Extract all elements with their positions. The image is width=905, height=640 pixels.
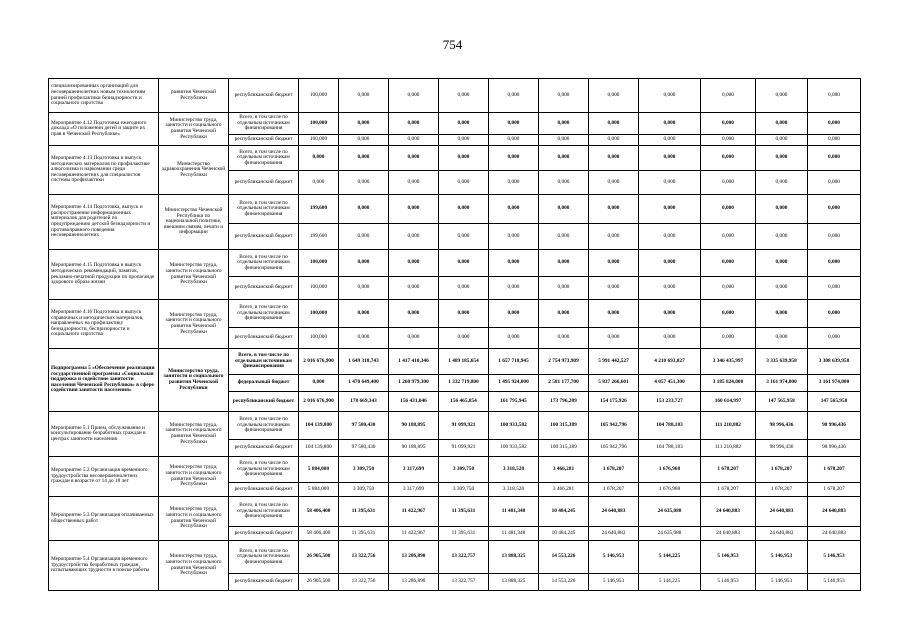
funding-source-cell: Всего, в том числе по отдельным источникам финансирования [229, 300, 299, 328]
value-cell: 0,000 [439, 250, 489, 277]
value-cell: 0,000 [808, 328, 861, 349]
executor-cell: Министерство труда, занятости и социального развития Чеченской Республики [159, 541, 229, 591]
value-cell: 58 406,400 [299, 497, 339, 527]
table-row [49, 497, 861, 527]
value-cell: 0,000 [639, 277, 701, 300]
value-cell: 0,000 [489, 224, 539, 250]
value-cell: 0,000 [756, 277, 808, 300]
executor-cell: Министерство труда, занятости и социального развития Чеченской Республики [159, 250, 229, 300]
executor-cell: Министерство труда, занятости и социального развития Чеченской Республики [159, 412, 229, 457]
value-cell: 1 260 979,300 [389, 375, 439, 392]
value-cell: 0,000 [808, 224, 861, 250]
value-cell: 0,000 [639, 195, 701, 224]
value-cell: 0,000 [339, 135, 389, 146]
value-cell: 100,000 [299, 250, 339, 277]
value-cell: 0,000 [589, 277, 639, 300]
value-cell: 2 016 676,900 [299, 392, 339, 412]
value-cell: 3 346 435,997 [701, 349, 756, 375]
value-cell: 11 395,631 [439, 497, 489, 527]
value-cell: 3 161 974,000 [808, 375, 861, 392]
funding-source-cell: Всего, в том числе по отдельным источникам финансирования [229, 497, 299, 527]
funding-source-cell: республиканский бюджет [229, 171, 299, 195]
value-cell: 1 678,207 [701, 483, 756, 497]
value-cell: 0,000 [339, 171, 389, 195]
value-cell: 0,000 [756, 300, 808, 328]
value-cell: 0,000 [489, 135, 539, 146]
value-cell: 0,000 [489, 171, 539, 195]
value-cell: 11 395,631 [339, 497, 389, 527]
value-cell: 0,000 [389, 328, 439, 349]
table-row [49, 250, 861, 277]
value-cell: 156 431,046 [389, 392, 439, 412]
activity-name-cell: Мероприятие 5.4 Организация временного трудоустройства безработных граждан, испытывающих трудности в поиске работы [49, 541, 159, 591]
value-cell: 11 422,967 [389, 527, 439, 541]
value-cell: 10 484,245 [539, 527, 589, 541]
value-cell: 199,600 [299, 195, 339, 224]
funding-source-cell: республиканский бюджет [229, 574, 299, 591]
value-cell: 0,000 [808, 135, 861, 146]
value-cell: 1 332 719,800 [439, 375, 489, 392]
value-cell: 100,000 [299, 113, 339, 135]
value-cell: 11 422,967 [389, 497, 439, 527]
value-cell: 0,000 [589, 300, 639, 328]
funding-source-cell: Всего, в том числе по отдельным источникам финансирования [229, 349, 299, 375]
value-cell: 0,000 [339, 277, 389, 300]
activity-name-cell: Мероприятие 4.12 Подготовка ежегодного доклада «О положении детей и защите их прав в Чеченской Республике» [49, 113, 159, 146]
value-cell: 5 146,953 [808, 574, 861, 591]
value-cell: 24 640,883 [701, 527, 756, 541]
value-cell: 90 188,895 [389, 440, 439, 457]
value-cell: 0,000 [299, 146, 339, 171]
value-cell: 0,000 [489, 146, 539, 171]
value-cell: 1 470 649,400 [339, 375, 389, 392]
value-cell: 154 175,926 [589, 392, 639, 412]
value-cell: 0,000 [701, 79, 756, 113]
funding-source-cell: Всего, в том числе по отдельным источникам финансирования [229, 412, 299, 440]
value-cell: 5 991 442,527 [589, 349, 639, 375]
value-cell: 0,000 [639, 79, 701, 113]
value-cell: 105 942,796 [589, 412, 639, 440]
value-cell: 0,000 [808, 195, 861, 224]
value-cell: 3 309,750 [339, 457, 389, 483]
value-cell: 1 649 318,743 [339, 349, 389, 375]
value-cell: 0,000 [639, 250, 701, 277]
value-cell: 0,000 [589, 328, 639, 349]
value-cell: 13 322,756 [339, 574, 389, 591]
value-cell: 0,000 [389, 113, 439, 135]
value-cell: 98 996,436 [756, 412, 808, 440]
funding-source-cell: федеральный бюджет [229, 375, 299, 392]
table-row [49, 195, 861, 224]
value-cell: 5 146,953 [701, 574, 756, 591]
value-cell: 97 580,430 [339, 412, 389, 440]
value-cell: 0,000 [639, 171, 701, 195]
table-row [49, 349, 861, 375]
activity-name-cell: Мероприятие 5.2 Организация временного трудоустройства несовершеннолетних граждан в возрасте от 14 до 18 лет [49, 457, 159, 497]
value-cell: 0,000 [299, 171, 339, 195]
value-cell: 0,000 [808, 250, 861, 277]
value-cell: 0,000 [389, 195, 439, 224]
executor-cell: Министерство Чеченской Республики по национальной политике, внешним связям, печати и информации [159, 195, 229, 250]
value-cell: 97 580,430 [339, 440, 389, 457]
value-cell: 0,000 [339, 328, 389, 349]
value-cell: 5 146,953 [756, 541, 808, 574]
value-cell: 0,000 [701, 146, 756, 171]
value-cell: 1 678,207 [756, 457, 808, 483]
value-cell: 1 678,207 [756, 483, 808, 497]
value-cell: 0,000 [701, 300, 756, 328]
activity-name-cell: Подпрограмма 5 «Обеспечение реализации государственной программы «Социальная поддержка и содействие занятости населения Чеченской Республики» в сфере содействия занятости населения» [49, 349, 159, 412]
value-cell: 1 678,207 [589, 457, 639, 483]
funding-source-cell: Всего, в том числе по отдельным источникам финансирования [229, 541, 299, 574]
value-cell: 2 016 676,900 [299, 349, 339, 375]
value-cell: 0,000 [639, 328, 701, 349]
value-cell: 0,000 [589, 195, 639, 224]
budget-table [48, 78, 861, 591]
value-cell: 104 139,800 [299, 412, 339, 440]
value-cell: 0,000 [539, 113, 589, 135]
value-cell: 5 146,953 [808, 541, 861, 574]
value-cell: 0,000 [639, 224, 701, 250]
value-cell: 5 146,953 [756, 574, 808, 591]
value-cell: 0,000 [339, 146, 389, 171]
value-cell: 13 888,325 [489, 541, 539, 574]
value-cell: 13 322,757 [439, 541, 489, 574]
value-cell: 0,000 [389, 171, 439, 195]
value-cell: 100 315,389 [539, 440, 589, 457]
executor-cell: Министерство труда, занятости и социального развития Чеченской Республики [159, 113, 229, 146]
value-cell: 0,000 [808, 79, 861, 113]
value-cell: 1 489 185,654 [439, 349, 489, 375]
value-cell: 13 286,890 [389, 574, 439, 591]
value-cell: 3 335 639,958 [756, 349, 808, 375]
value-cell: 173 796,209 [539, 392, 589, 412]
value-cell: 0,000 [489, 250, 539, 277]
funding-source-cell: республиканский бюджет [229, 224, 299, 250]
value-cell: 5 884,000 [299, 483, 339, 497]
funding-source-cell: республиканский бюджет [229, 135, 299, 146]
value-cell: 3 317,699 [389, 457, 439, 483]
value-cell: 111 210,882 [701, 412, 756, 440]
funding-source-cell: республиканский бюджет [229, 277, 299, 300]
value-cell: 0,000 [639, 300, 701, 328]
value-cell: 91 099,921 [439, 440, 489, 457]
value-cell: 0,000 [389, 250, 439, 277]
value-cell: 3 466,281 [539, 457, 589, 483]
funding-source-cell: республиканский бюджет [229, 79, 299, 113]
funding-source-cell: Всего, в том числе по отдельным источникам финансирования [229, 250, 299, 277]
value-cell: 0,000 [539, 79, 589, 113]
table-row [49, 412, 861, 440]
value-cell: 153 233,727 [639, 392, 701, 412]
value-cell: 0,000 [339, 224, 389, 250]
value-cell: 24 640,883 [589, 497, 639, 527]
table-row [49, 457, 861, 483]
value-cell: 0,000 [639, 135, 701, 146]
value-cell: 100,000 [299, 277, 339, 300]
value-cell: 0,000 [701, 250, 756, 277]
value-cell: 104 788,183 [639, 412, 701, 440]
value-cell: 0,000 [489, 277, 539, 300]
value-cell: 1 678,207 [589, 483, 639, 497]
value-cell: 0,000 [808, 277, 861, 300]
value-cell: 3 317,699 [389, 483, 439, 497]
value-cell: 147 565,958 [808, 392, 861, 412]
value-cell: 0,000 [756, 224, 808, 250]
value-cell: 0,000 [439, 79, 489, 113]
value-cell: 0,000 [589, 171, 639, 195]
value-cell: 0,000 [589, 224, 639, 250]
value-cell: 0,000 [439, 195, 489, 224]
value-cell: 0,000 [701, 328, 756, 349]
value-cell: 104 139,800 [299, 440, 339, 457]
value-cell: 100,000 [299, 135, 339, 146]
value-cell: 105 942,796 [589, 440, 639, 457]
funding-source-cell: республиканский бюджет [229, 328, 299, 349]
value-cell: 0,000 [389, 135, 439, 146]
value-cell: 3 309,750 [439, 457, 489, 483]
value-cell: 5 146,953 [589, 574, 639, 591]
executor-cell: Министерство труда, занятости и социального развития Чеченской Республики [159, 349, 229, 412]
value-cell: 0,000 [756, 171, 808, 195]
value-cell: 0,000 [439, 300, 489, 328]
value-cell: 0,000 [389, 277, 439, 300]
value-cell: 0,000 [389, 300, 439, 328]
value-cell: 1 676,968 [639, 483, 701, 497]
value-cell: 0,000 [756, 113, 808, 135]
value-cell: 100,000 [299, 328, 339, 349]
value-cell: 0,000 [539, 328, 589, 349]
value-cell: 0,000 [589, 113, 639, 135]
value-cell: 0,000 [756, 135, 808, 146]
value-cell: 0,000 [339, 113, 389, 135]
value-cell: 1 676,968 [639, 457, 701, 483]
executor-cell: Министерство труда, занятости и социального развития Чеченской Республики [159, 457, 229, 497]
value-cell: 13 888,325 [489, 574, 539, 591]
executor-cell: Министерство здравоохранения Чеченской Республики [159, 146, 229, 195]
value-cell: 0,000 [589, 250, 639, 277]
value-cell: 14 553,226 [539, 541, 589, 574]
value-cell: 24 635,088 [639, 527, 701, 541]
value-cell: 111 210,882 [701, 440, 756, 457]
value-cell: 98 996,436 [756, 440, 808, 457]
value-cell: 98 996,436 [808, 412, 861, 440]
value-cell: 0,000 [439, 328, 489, 349]
value-cell: 0,000 [589, 135, 639, 146]
value-cell: 5 146,953 [589, 541, 639, 574]
value-cell: 26 905,500 [299, 574, 339, 591]
funding-source-cell: Всего, в том числе по отдельным источникам финансирования [229, 113, 299, 135]
value-cell: 5 146,953 [701, 541, 756, 574]
value-cell: 0,000 [539, 300, 589, 328]
table-row [49, 146, 861, 171]
value-cell: 3 308 639,958 [808, 349, 861, 375]
value-cell: 0,000 [808, 300, 861, 328]
value-cell: 0,000 [439, 171, 489, 195]
value-cell: 0,000 [389, 146, 439, 171]
value-cell: 147 565,958 [756, 392, 808, 412]
value-cell: 100 315,389 [539, 412, 589, 440]
value-cell: 10 484,245 [539, 497, 589, 527]
value-cell: 2 754 973,909 [539, 349, 589, 375]
value-cell: 90 188,895 [389, 412, 439, 440]
value-cell: 0,000 [701, 195, 756, 224]
value-cell: 24 640,883 [756, 497, 808, 527]
value-cell: 199,600 [299, 224, 339, 250]
funding-source-cell: республиканский бюджет [229, 483, 299, 497]
value-cell: 0,000 [589, 146, 639, 171]
activity-name-cell: Мероприятие 4.13 Подготовка и выпуск методических материалов по профилактике алкоголизма и наркомании среди несовершеннолетних для специалистов системы профилактики [49, 146, 159, 195]
value-cell: 3 185 824,000 [701, 375, 756, 392]
value-cell: 3 318,520 [489, 483, 539, 497]
value-cell: 1 678,207 [808, 483, 861, 497]
value-cell: 3 161 974,000 [756, 375, 808, 392]
value-cell: 0,000 [539, 277, 589, 300]
value-cell: 0,000 [701, 135, 756, 146]
value-cell: 0,000 [339, 195, 389, 224]
value-cell: 24 640,883 [808, 497, 861, 527]
value-cell: 1 657 718,945 [489, 349, 539, 375]
value-cell: 0,000 [701, 113, 756, 135]
table-row [49, 541, 861, 574]
table-row [49, 79, 861, 113]
value-cell: 0,000 [808, 171, 861, 195]
value-cell: 5 884,000 [299, 457, 339, 483]
value-cell: 0,000 [539, 146, 589, 171]
activity-name-cell: специализированных организаций для несовершеннолетних новым технологиям ранней профилактики безнадзорности и социального сиротства [49, 79, 159, 113]
value-cell: 11 395,631 [339, 527, 389, 541]
value-cell: 100 933,582 [489, 412, 539, 440]
activity-name-cell: Мероприятие 4.15 Подготовка и выпуск методических рекомендаций, памяток, рекламно-печатной продукции по пропаганде здорового образа жизни [49, 250, 159, 300]
value-cell: 0,000 [756, 250, 808, 277]
value-cell: 13 322,757 [439, 574, 489, 591]
value-cell: 3 466,281 [539, 483, 589, 497]
value-cell: 0,000 [439, 135, 489, 146]
table-row [49, 113, 861, 135]
value-cell: 0,000 [339, 79, 389, 113]
activity-name-cell: Мероприятие 5.3 Организация оплачиваемых общественных работ [49, 497, 159, 541]
funding-source-cell: республиканский бюджет [229, 392, 299, 412]
value-cell: 3 309,750 [339, 483, 389, 497]
value-cell: 5 144,225 [639, 574, 701, 591]
value-cell: 0,000 [639, 146, 701, 171]
value-cell: 0,000 [339, 250, 389, 277]
value-cell: 4 210 693,027 [639, 349, 701, 375]
table-row [49, 300, 861, 328]
value-cell: 0,000 [701, 277, 756, 300]
funding-source-cell: Всего, в том числе по отдельным источникам финансирования [229, 457, 299, 483]
value-cell: 0,000 [808, 113, 861, 135]
value-cell: 1 495 924,000 [489, 375, 539, 392]
value-cell: 0,000 [756, 195, 808, 224]
value-cell: 178 669,343 [339, 392, 389, 412]
executor-cell: Министерство труда, занятости и социального развития Чеченской Республики [159, 497, 229, 541]
value-cell: 24 640,883 [808, 527, 861, 541]
value-cell: 0,000 [808, 146, 861, 171]
value-cell: 0,000 [489, 79, 539, 113]
value-cell: 13 322,756 [339, 541, 389, 574]
value-cell: 161 795,945 [489, 392, 539, 412]
value-cell: 0,000 [539, 135, 589, 146]
funding-source-cell: республиканский бюджет [229, 527, 299, 541]
value-cell: 11 481,348 [489, 497, 539, 527]
funding-source-cell: Всего, в том числе по отдельным источникам финансирования [229, 146, 299, 171]
value-cell: 0,000 [539, 250, 589, 277]
value-cell: 13 286,890 [389, 541, 439, 574]
value-cell: 3 318,520 [489, 457, 539, 483]
value-cell: 0,000 [489, 113, 539, 135]
value-cell: 5 144,225 [639, 541, 701, 574]
value-cell: 0,000 [539, 195, 589, 224]
value-cell: 24 635,088 [639, 497, 701, 527]
value-cell: 156 465,854 [439, 392, 489, 412]
value-cell: 0,000 [589, 79, 639, 113]
value-cell: 0,000 [756, 146, 808, 171]
funding-source-cell: республиканский бюджет [229, 440, 299, 457]
value-cell: 1 678,207 [701, 457, 756, 483]
value-cell: 4 057 451,300 [639, 375, 701, 392]
value-cell: 26 905,500 [299, 541, 339, 574]
value-cell: 160 614,997 [701, 392, 756, 412]
value-cell: 11 481,348 [489, 527, 539, 541]
value-cell: 5 837 266,601 [589, 375, 639, 392]
value-cell: 24 640,883 [701, 497, 756, 527]
value-cell: 24 640,883 [589, 527, 639, 541]
executor-cell: развития Чеченской Республики [159, 79, 229, 113]
value-cell: 0,000 [539, 224, 589, 250]
activity-name-cell: Мероприятие 5.1 Прием, обслуживание и консультирование безработных граждан в центрах занятости населения [49, 412, 159, 457]
value-cell: 0,000 [489, 328, 539, 349]
value-cell: 0,000 [756, 328, 808, 349]
value-cell: 98 996,436 [808, 440, 861, 457]
value-cell: 100,000 [299, 79, 339, 113]
value-cell: 0,000 [639, 113, 701, 135]
value-cell: 100 933,582 [489, 440, 539, 457]
value-cell: 0,000 [539, 171, 589, 195]
value-cell: 91 099,921 [439, 412, 489, 440]
value-cell: 14 553,226 [539, 574, 589, 591]
value-cell: 0,000 [701, 224, 756, 250]
value-cell: 0,000 [439, 113, 489, 135]
value-cell: 104 788,183 [639, 440, 701, 457]
value-cell: 58 406,400 [299, 527, 339, 541]
page-number: 754 [442, 37, 463, 52]
value-cell: 1 678,207 [808, 457, 861, 483]
value-cell: 0,000 [701, 171, 756, 195]
value-cell: 0,000 [389, 224, 439, 250]
executor-cell: Министерство труда, занятости и социального развития Чеченской Республики [159, 300, 229, 349]
funding-source-cell: Всего, в том числе по отдельным источникам финансирования [229, 195, 299, 224]
value-cell: 1 417 410,346 [389, 349, 439, 375]
value-cell: 24 640,883 [756, 527, 808, 541]
value-cell: 0,000 [439, 224, 489, 250]
value-cell: 0,000 [439, 146, 489, 171]
activity-name-cell: Мероприятие 4.14 Подготовка, выпуск и распространение информационных материалов для родителей по предупреждению детской безнадзорности и противоправного поведения несовершеннолетних [49, 195, 159, 250]
activity-name-cell: Мероприятие 4.16 Подготовка и выпуск справочных и методических материалов, направленных на профилактику безнадзорности, беспризорности и социального сиротства [49, 300, 159, 349]
value-cell: 0,000 [389, 79, 439, 113]
value-cell: 3 309,750 [439, 483, 489, 497]
value-cell: 0,000 [756, 79, 808, 113]
value-cell: 0,000 [489, 300, 539, 328]
value-cell: 0,000 [439, 277, 489, 300]
value-cell: 100,000 [299, 300, 339, 328]
value-cell: 0,000 [489, 195, 539, 224]
value-cell: 0,000 [339, 300, 389, 328]
value-cell: 2 581 177,700 [539, 375, 589, 392]
value-cell: 0,000 [299, 375, 339, 392]
value-cell: 11 395,631 [439, 527, 489, 541]
